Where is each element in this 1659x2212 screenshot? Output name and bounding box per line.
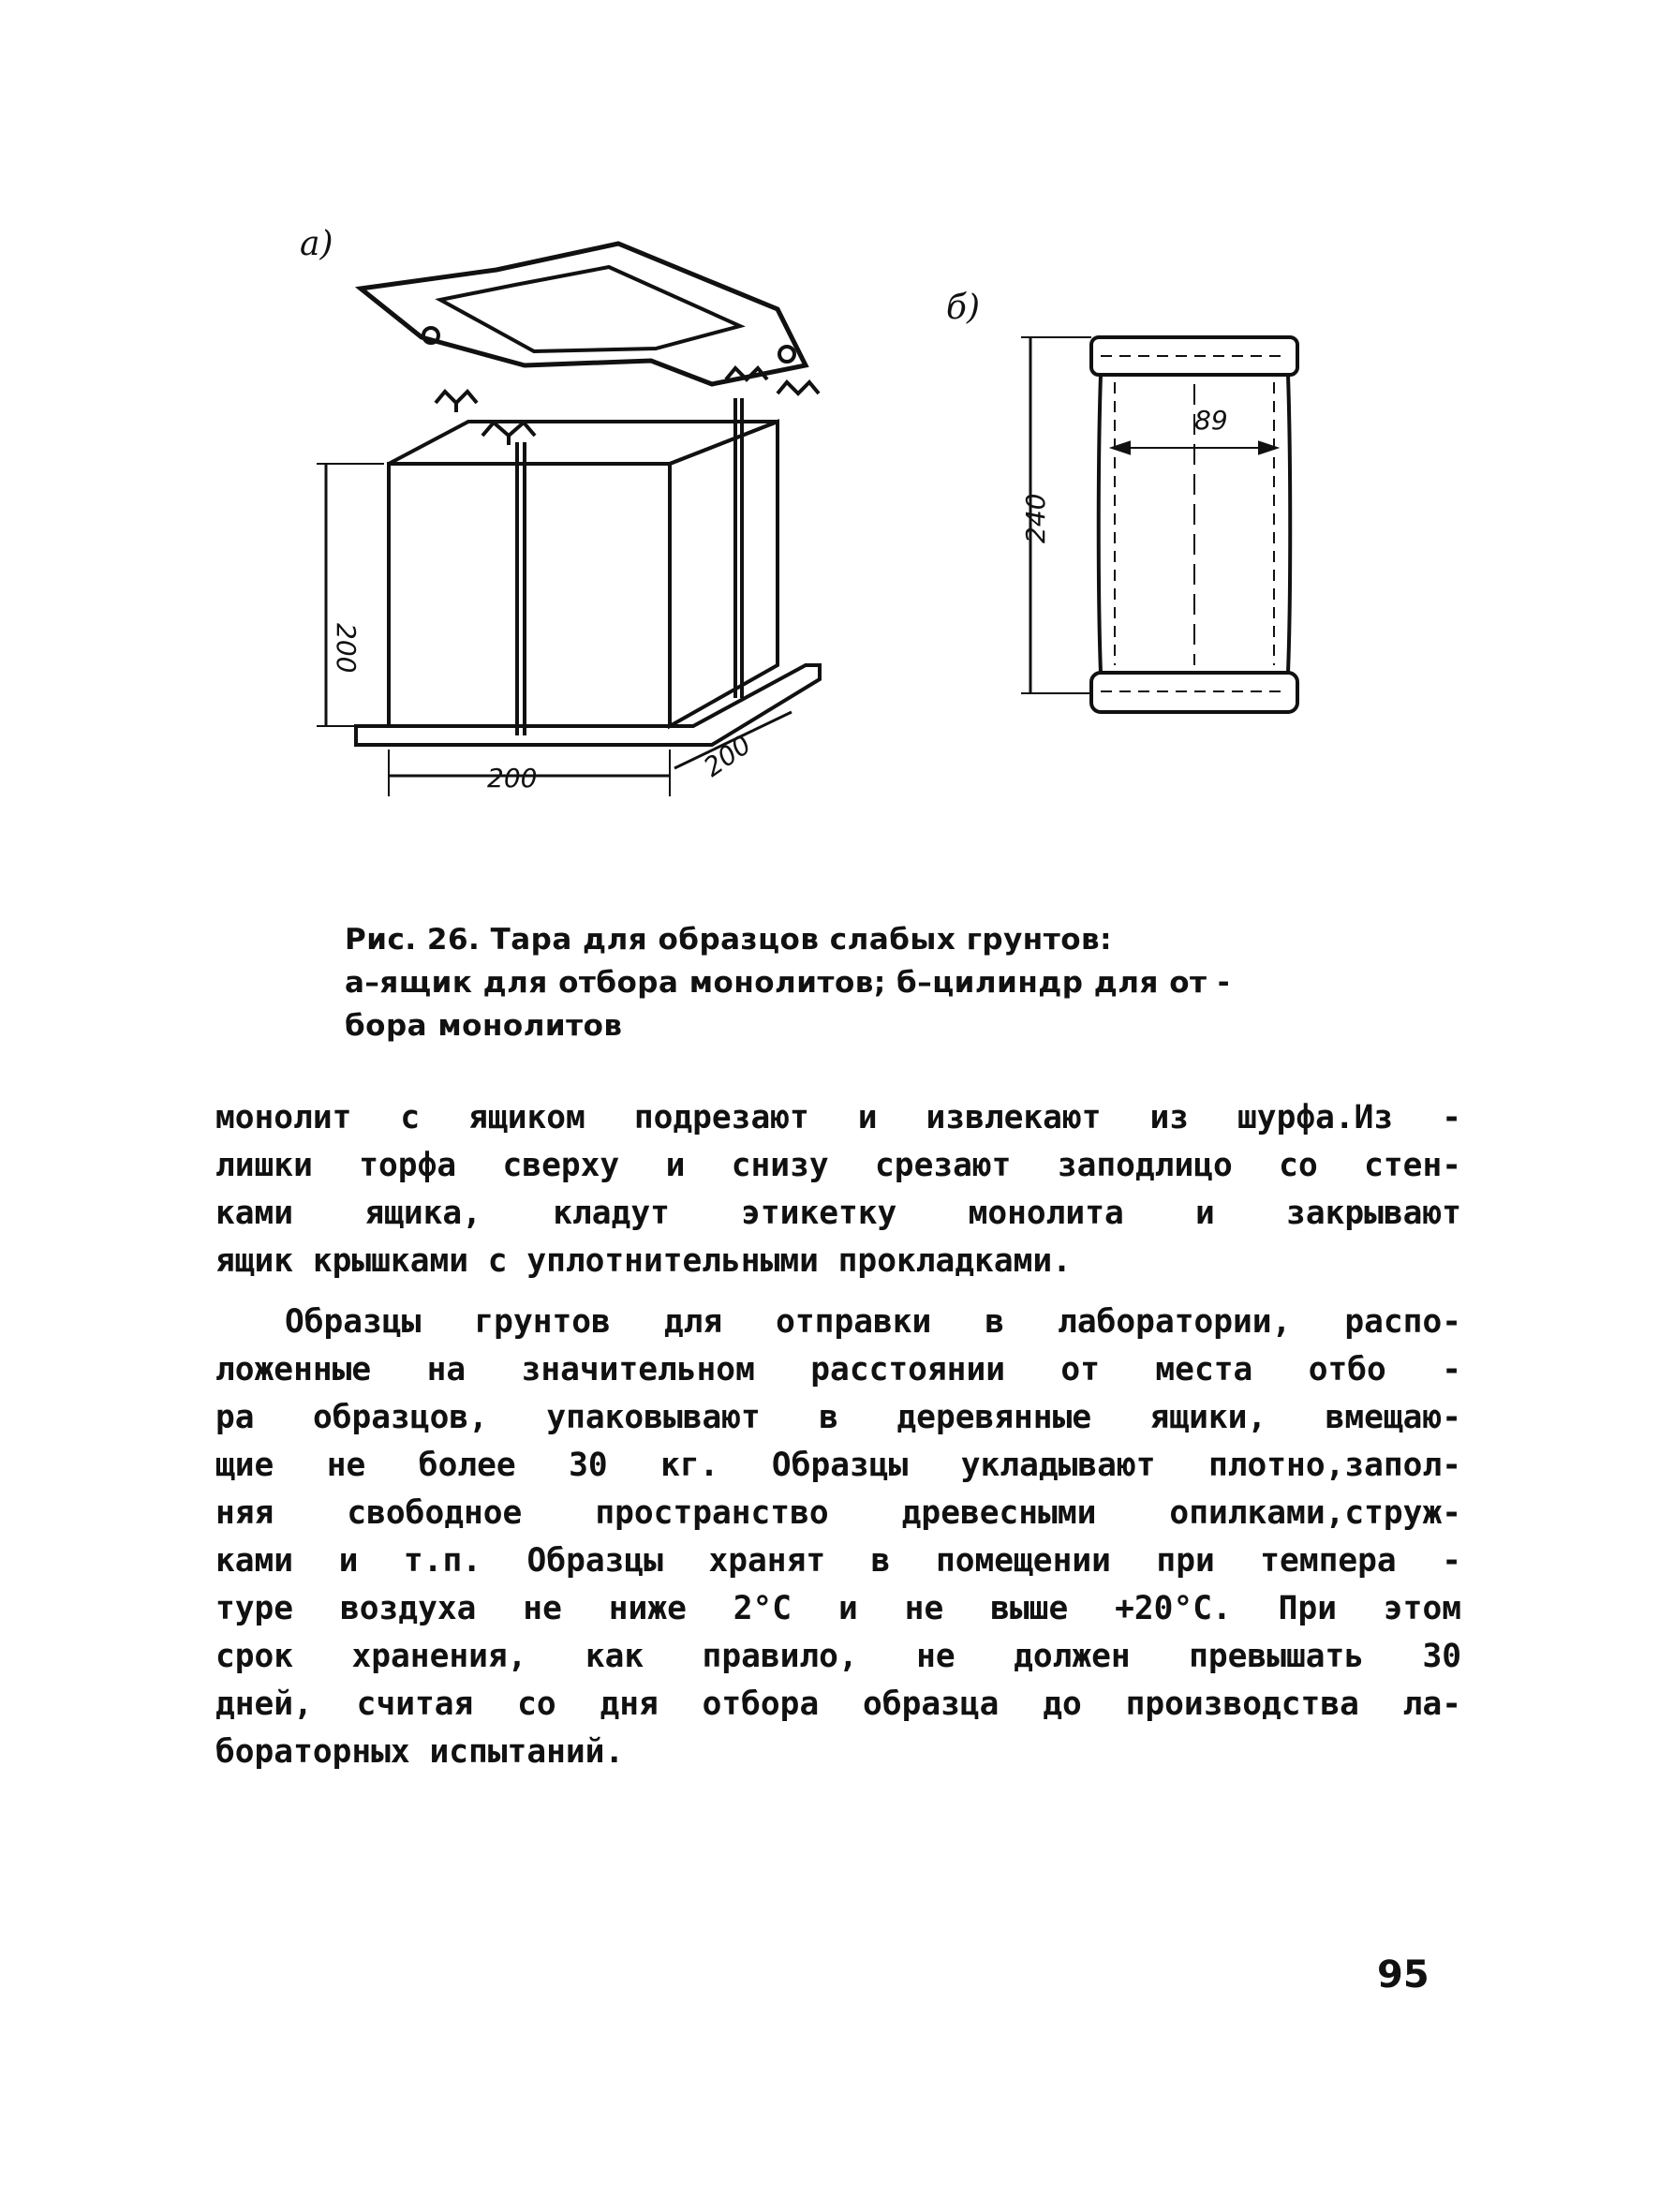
paragraph-2-line: срок хранения, как правило, не должен превышать 30 [215, 1638, 1461, 1675]
page-number: 95 [1377, 1953, 1429, 1997]
paragraph-1-line: ящик крышками с уплотнительными прокладками. [215, 1242, 1072, 1280]
dim-box-depth: 200 [698, 729, 757, 783]
dim-cylinder-diameter: 89 [1194, 405, 1228, 436]
dim-cylinder-height: 240 [1020, 493, 1051, 543]
paragraph-2-line: ра образцов, упаковывают в деревянные ящики, вмещаю- [215, 1399, 1461, 1436]
paragraph-1-line: монолит с ящиком подрезают и извлекают из шурфа.Из - [215, 1099, 1461, 1136]
body-text [215, 1094, 1461, 1776]
paragraph-2-line: ложенные на значительном расстоянии от места отбо - [215, 1351, 1461, 1388]
paragraph-2-line: бораторных испытаний. [215, 1733, 625, 1771]
figure-label-b: б) [946, 289, 981, 327]
figure-drawing [300, 225, 1349, 843]
paragraph-2-line: туре воздуха не ниже 2°С и не выше +20°С. При этом [215, 1590, 1461, 1627]
paragraph-1-line: ками ящика, кладут этикетку монолита и закрывают [215, 1195, 1461, 1232]
paragraph-2-line: Образцы грунтов для отправки в лаборатории, распо- [285, 1303, 1461, 1341]
paragraph-2-line: дней, считая со дня отбора образца до производства ла- [215, 1685, 1461, 1723]
figure-label-a: а) [300, 225, 333, 263]
figure-26 [300, 225, 1349, 843]
paragraph-1-line: лишки торфа сверху и снизу срезают заподлицо со стен- [215, 1147, 1461, 1184]
paragraph-2-line: ками и т.п. Образцы хранят в помещении при темпера - [215, 1542, 1461, 1580]
paragraph-2-line: няя свободное пространство древесными опилками,струж- [215, 1494, 1461, 1532]
paragraph-2-line: щие не более 30 кг. Образцы укладывают плотно,запол- [215, 1447, 1461, 1484]
caption-line: а–ящик для отбора монолитов; б–цилиндр для от - [345, 966, 1231, 1000]
sample-box-drawing [317, 244, 820, 796]
dim-box-width: 200 [487, 763, 538, 794]
dim-box-height: 200 [331, 623, 362, 674]
caption-line: Рис. 26. Тара для образцов слабых грунтов: [345, 923, 1113, 957]
figure-caption [345, 918, 1338, 1047]
sample-cylinder-drawing [1021, 337, 1297, 712]
caption-line: бора монолитов [345, 1009, 623, 1043]
